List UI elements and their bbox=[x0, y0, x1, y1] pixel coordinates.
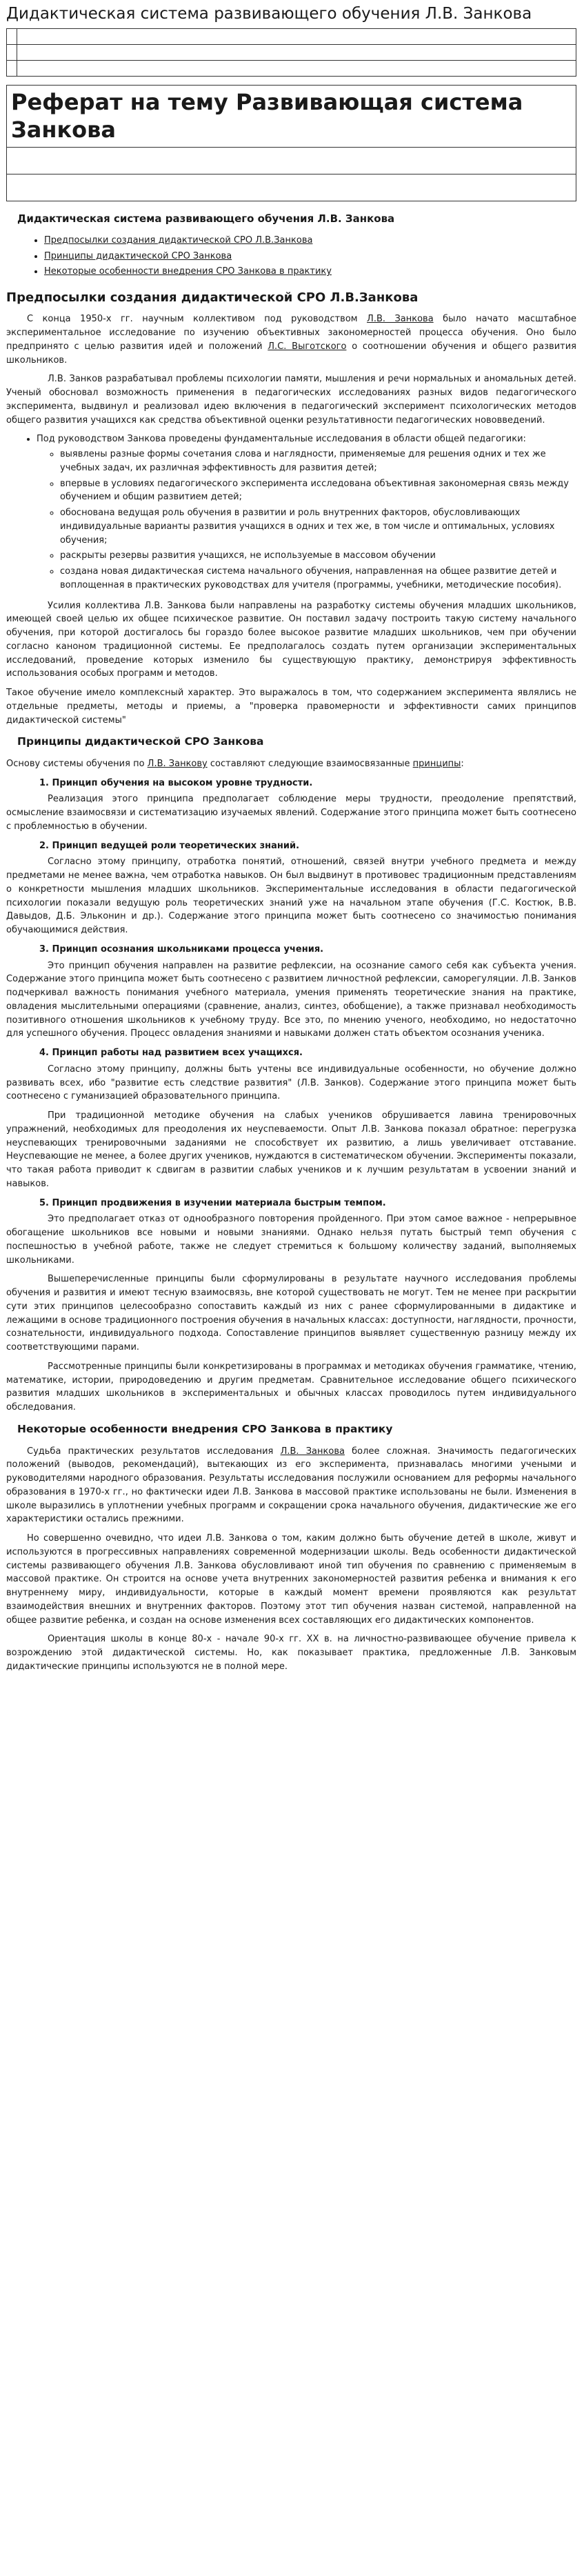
list-item: ◦ впервые в условиях педагогического эксперимента исследована объективная закономерная связь между обучением и общим развитием детей; bbox=[60, 477, 576, 505]
essay-title-table bbox=[6, 85, 576, 201]
list-item: • Под руководством Занкова проведены фундаментальные исследования в области общей педагогики: ◦ выявлены разные формы сочетания слова и наглядности, применяемые для решения одних и тех же учебных задач, их различная эффективность для развития детей; ◦ впервые в условиях педагогического эксперимента исследована объективная закономерная связь между обучением и общим развитием детей; ◦ обоснована ведущая роль обучения в развитии и роль внутренних факторов, обусловливающих индивидуальные варианты развития учащихся в одних и тех же, в том числе и оптимальных, условиях обучения; ◦ раскрыты резервы развития учащихся, не используемые в массовом обучении ◦ создана новая дидактическая система начального обучения, направленная на общее развитие детей и воплощенная в практических руководствах для учителя (программы, учебники, методические пособия). bbox=[37, 432, 576, 592]
principle-heading: 5. Принцип продвижения в изучении материала быстрым темпом. bbox=[39, 1197, 386, 1208]
list-item: ◦ создана новая дидактическая система начального обучения, направленная на общее развитие детей и воплощенная в практических руководствах для учителя (программы, учебники, методические пособия). bbox=[60, 565, 576, 592]
paragraph: Л.В. Занков разрабатывал проблемы психологии памяти, мышления и речи нормальных и аномальных детей. Ученый обосновал возможность применения в педагогических исследованиях разных видов педагогического эксперимента, выдвинул и реализовал идею включения в педагогический эксперимент психологических методов общего развития учащихся как средства объективной оценки результативности педагогических нововведений. bbox=[6, 374, 576, 426]
link-vygotsky[interactable]: Л.С. Выготского bbox=[268, 341, 347, 352]
toc-link-principles[interactable]: Принципы дидактической СРО Занкова bbox=[44, 250, 232, 261]
toc-link-implementation[interactable]: Некоторые особенности внедрения СРО Занкова в практику bbox=[44, 266, 332, 277]
list-item: ◦ выявлены разные формы сочетания слова и наглядности, применяемые для решения одних и тех же учебных задач, их различная эффективность для развития детей; bbox=[60, 448, 576, 475]
paragraph: С конца 1950-х гг. научным коллективом под руководством Л.В. Занкова было начато масштабное экспериментальное исследование по изучению объективных закономерностей процесса обучения. Оно было предпринято с целью развития идей и положений Л.С. Выготского о соотношении обучения и общего развития школьников. bbox=[6, 314, 577, 366]
paragraph: Но совершенно очевидно, что идеи Л.В. Занкова о том, каким должно быть обучение детей в школе, живут и используются в прогрессивных направлениях современной модернизации школы. Ведь особенности дидактической системы развивающего обучения Л.В. Занкова обусловливают иной тип обучения по сравнению с применяемым в массовой практике. Он строится на основе учета внутренних закономерностей развития ребенка и внимания к его внутреннему миру, индивидуальности, которые в каждый момент времени проявляются как результат взаимодействия внешних и внутренних факторов. Поэтому этот тип обучения назван системой, направленной на общее развитие ребенка, и создан на основе изменения всех составляющих его дидактических компонентов. bbox=[6, 1533, 576, 1626]
list-item: ◦ раскрыты резервы развития учащихся, не используемые в массовом обучении bbox=[60, 549, 576, 563]
link-zankov[interactable]: Л.В. Занкову bbox=[147, 758, 208, 769]
principle-heading: 1. Принцип обучения на высоком уровне трудности. bbox=[39, 777, 313, 788]
principle-heading: 2. Принцип ведущей роли теоретических знаний. bbox=[39, 840, 300, 851]
paragraph: Основу системы обучения по Л.В. Занкову составляют следующие взаимосвязанные принципы: bbox=[6, 758, 464, 769]
subtitle: Дидактическая система развивающего обучения Л.В. Занкова bbox=[17, 212, 395, 225]
section-heading-prerequisites: Предпосылки создания дидактической СРО Л.В.Занкова bbox=[6, 290, 419, 306]
paragraph: Это принцип обучения направлен на развитие рефлексии, на осознание самого себя как субъекта учения. Содержание этого принципа может быть соотнесено с развитием личностной рефлексии, саморегуляции. Л.В. Занков подчеркивал важность понимания учебного материала, умения применять теоретические знания на практике, овладения мыслительными операциями (сравнение, анализ, синтез, обобщение), а также признавал необходимость позитивного отношения школьников к учебному труду. Все это, по мнению ученого, необходимо, но недостаточно для успешного обучения. Процесс овладения знаниями и навыками должен стать объектом осознания ученика. bbox=[6, 960, 576, 1039]
empty-header-table bbox=[6, 28, 576, 77]
link-zankov[interactable]: Л.В. Занкова bbox=[280, 1446, 345, 1457]
toc-link-prerequisites[interactable]: Предпосылки создания дидактической СРО Л.В.Занкова bbox=[44, 234, 313, 246]
paragraph: Усилия коллектива Л.В. Занкова были направлены на разработку системы обучения младших школьников, имеющей своей целью их общее психическое развитие. Он поставил задачу построить такую систему начального обучения, при которой достигалось бы гораздо более высокое развитие младших школьников, чем при обучении согласно каноном традиционной системы. Ее предполагалось создать путем организации экспериментальных исследований, проведение которых изменило бы существующую практику, демонстрируя эффективность использования особых программ и методов. bbox=[6, 600, 576, 679]
paragraph: Ориентация школы в конце 80-х - начале 90-х гг. XX в. на личностно-развивающее обучение привела к возрождению этой дидактической системы. Но, как показывает практика, предложенные Л.В. Занковым дидактические принципы используются не в полной мере. bbox=[6, 1634, 576, 1672]
principle-heading: 4. Принцип работы над развитием всех учащихся. bbox=[39, 1048, 303, 1059]
section-heading-principles: Принципы дидактической СРО Занкова bbox=[17, 735, 264, 748]
toc-item bbox=[44, 234, 576, 248]
essay-title: Реферат на тему Развивающая система Занкова bbox=[7, 85, 576, 147]
paragraph: Такое обучение имело комплексный характер. Это выражалось в том, что содержанием эксперимента являлись не отдельные предметы, методы и приемы, а "проверка правомерности и эффективности самих принципов дидактической системы" bbox=[6, 688, 576, 726]
link-principles[interactable]: принципы bbox=[412, 758, 461, 769]
research-list bbox=[21, 432, 576, 592]
principle-heading: 3. Принцип осознания школьниками процесса учения. bbox=[39, 943, 324, 955]
toc-item bbox=[44, 250, 576, 263]
paragraph: Рассмотренные принципы были конкретизированы в программах и методиках обучения грамматике, чтению, математике, истории, природоведению и другим предметам. Сравнительное исследование общего психического развития младших школьников в экспериментальных и обычных классах проводилось путем индивидуального обследования. bbox=[6, 1361, 576, 1413]
paragraph: Реализация этого принципа предполагает соблюдение меры трудности, преодоление препятствий, осмысление взаимосвязи и систематизацию изучаемых явлений. Содержание этого принципа может быть соотнесено с проблемностью в обучении. bbox=[6, 794, 576, 832]
table-of-contents bbox=[6, 234, 576, 279]
link-zankov[interactable]: Л.В. Занкова bbox=[367, 314, 434, 325]
section-heading-implementation: Некоторые особенности внедрения СРО Занкова в практику bbox=[17, 1422, 393, 1435]
paragraph: Это предполагает отказ от однообразного повторения пройденного. При этом самое важное - непрерывное обогащение школьников все новыми и новыми знаниями. Однако нельзя путать быстрый темп обучения с поспешностью в учебной работе, также не следует стремиться к большому количеству заданий, выполняемых школьниками. bbox=[6, 1214, 576, 1266]
paragraph: Согласно этому принципу, должны быть учтены все индивидуальные особенности, но обучение должно развивать всех, ибо "развитие есть следствие развития" (Л.В. Занков). Содержание этого принципа может быть соотнесено с гуманизацией образовательного принципа. bbox=[6, 1064, 576, 1102]
paragraph: При традиционной методике обучения на слабых учеников обрушивается лавина тренировочных упражнений, необходимых для преодоления их неуспеваемости. Опыт Л.В. Занкова показал обратное: перегрузка неуспевающих тренировочными заданиями не способствует их развитию, а лишь увеличивает отставание. Неуспевающие не менее, а более других учеников, нуждаются в систематическом обучении. Эксперименты показали, что такая работа приводит к сдвигам в развитии слабых учеников и к лучшим результатам в усвоении знаний и навыков. bbox=[6, 1110, 576, 1189]
list-item: ◦ обоснована ведущая роль обучения в развитии и роль внутренних факторов, обусловливающих индивидуальные варианты развития учащихся в одних и тех же, в том числе и оптимальных, условиях обучения; bbox=[60, 506, 576, 547]
document-title: Дидактическая система развивающего обучения Л.В. Занкова bbox=[6, 5, 532, 23]
toc-item bbox=[44, 265, 576, 279]
paragraph: Согласно этому принципу, отработка понятий, отношений, связей внутри учебного предмета и между предметами не менее важна, чем отработка навыков. Он был выдвинут в противовес традиционным представлениям о конкретности мышления младших школьников. Экспериментальные исследования в области педагогической психологии показали ведущую роль теоретических знаний уже на начальном этапе обучения (Г.С. Костюк, В.В. Давыдов, Д.Б. Эльконин и др.). Содержание этого принципа может быть соотнесено со значимостью понимания обучающимися действия. bbox=[6, 857, 576, 936]
paragraph: Судьба практических результатов исследования Л.В. Занкова более сложная. Значимость педагогических положений (выводов, рекомендаций), вытекающих из его эксперимента, признавалась многими учеными и руководителями народного образования. Результаты исследования послужили основанием для реформы начального образования в 1970-х гг., но фактически идеи Л.В. Занкова в массовой практике использованы не были. Изменения в школе выразились в уплотнении учебных программ и сокращении срока начального обучения, дидактические же его характеристики остались прежними. bbox=[6, 1446, 576, 1525]
paragraph: Вышеперечисленные принципы были сформулированы в результате научного исследования проблемы обучения и развития и имеют тесную взаимосвязь, вне которой существовать не могут. Тем не менее при раскрытии сути этих принципов целесообразно сопоставить каждый из них с ранее сформулированными в дидактике и лежащими в основе традиционного построения обучения в начальных классах: доступности, наглядности, прочности, сознательности, индивидуального подхода. Сопоставление принципов выявляет существенную разницу между их соответствующими парами. bbox=[6, 1274, 576, 1353]
